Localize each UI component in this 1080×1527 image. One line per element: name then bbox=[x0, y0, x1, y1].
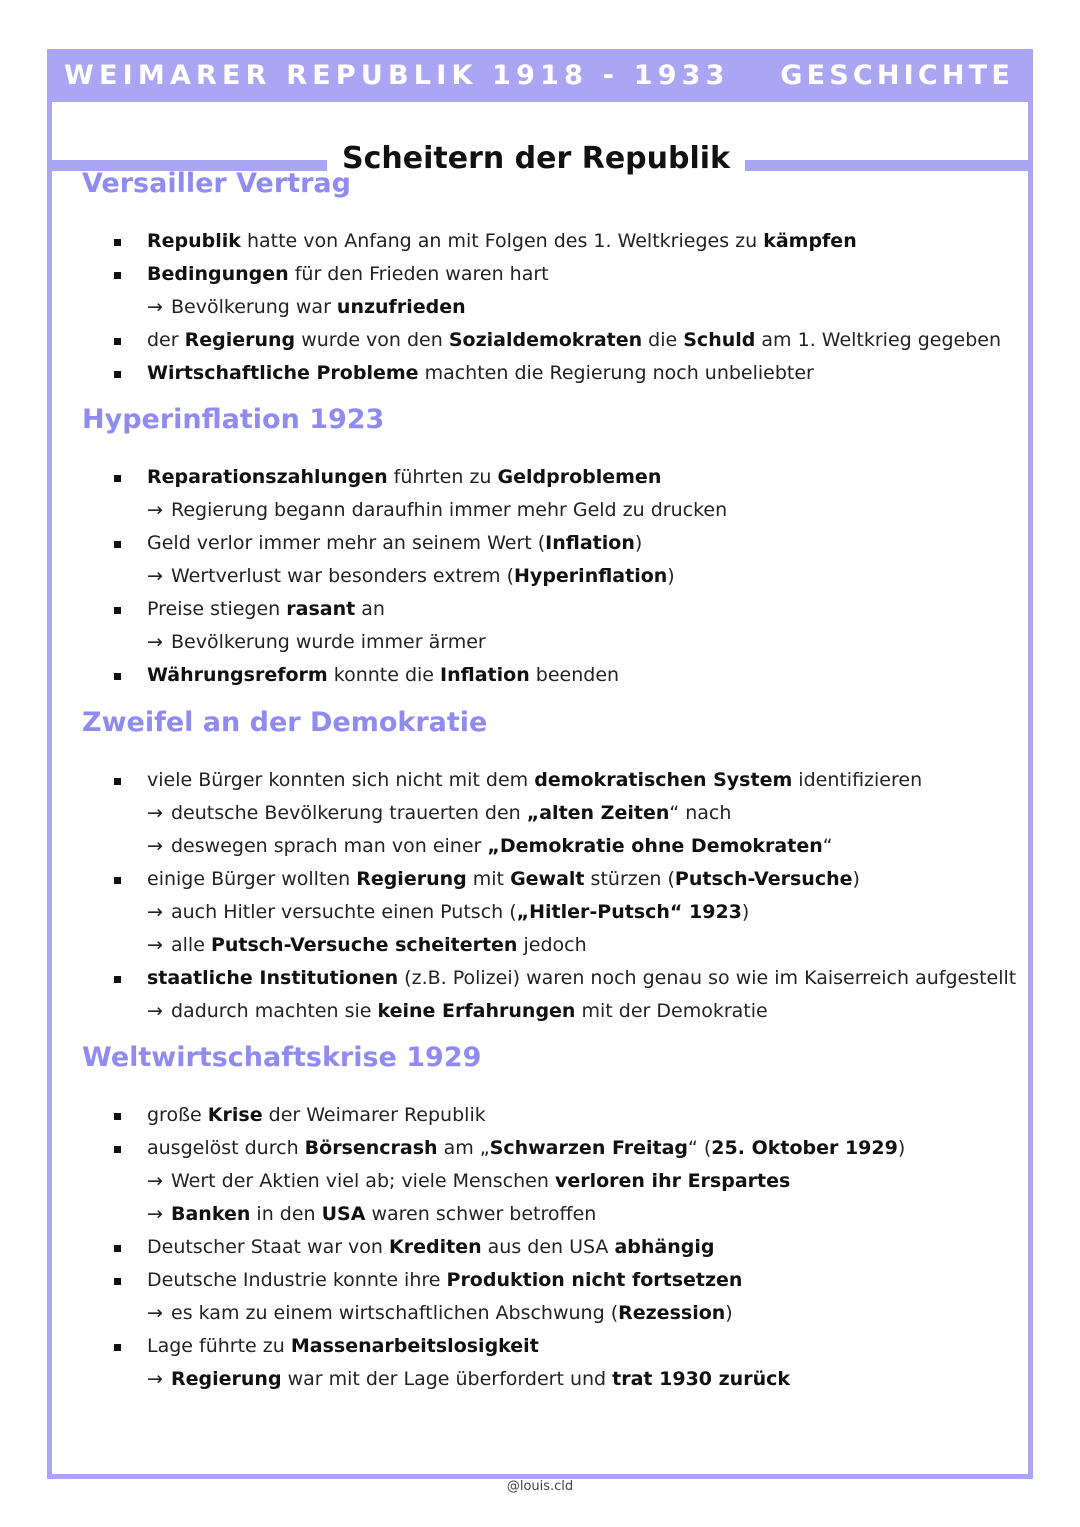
bold-text: USA bbox=[321, 1203, 366, 1225]
bullet-item bbox=[147, 966, 1016, 990]
bold-text: trat 1930 zurück bbox=[612, 1368, 791, 1390]
arrow-right-icon: → bbox=[147, 835, 163, 857]
bold-text: demokratischen System bbox=[534, 769, 793, 791]
text: jedoch bbox=[517, 934, 587, 956]
bold-text: „Hitler-Putsch“ 1923 bbox=[516, 901, 742, 923]
sub-item bbox=[147, 498, 727, 522]
bullet-marker bbox=[114, 1113, 121, 1120]
bullet-item bbox=[147, 361, 814, 385]
bold-text: Geldproblemen bbox=[497, 466, 662, 488]
bold-text: Hyperinflation bbox=[514, 565, 668, 587]
text: Bevölkerung wurde immer ärmer bbox=[171, 631, 486, 653]
arrow-right-icon: → bbox=[147, 934, 163, 956]
bold-text: Republik bbox=[147, 230, 241, 252]
text: ) bbox=[897, 1137, 906, 1159]
bullet-item bbox=[147, 597, 385, 621]
sub-item bbox=[147, 1169, 790, 1193]
bullet-marker bbox=[114, 272, 121, 279]
sub-item bbox=[147, 900, 749, 924]
text: deutsche Bevölkerung trauerten den bbox=[171, 802, 527, 824]
sub-item bbox=[147, 933, 587, 957]
bullet-marker bbox=[114, 778, 121, 785]
text: in den bbox=[250, 1203, 322, 1225]
text: Deutsche Industrie konnte ihre bbox=[147, 1269, 447, 1291]
bullet-marker bbox=[114, 607, 121, 614]
bold-text: Gewalt bbox=[510, 868, 585, 890]
sub-item bbox=[147, 630, 486, 654]
arrow-right-icon: → bbox=[147, 499, 163, 521]
text: identifizieren bbox=[792, 769, 923, 791]
page-title: Scheitern der Republik bbox=[342, 141, 730, 176]
bullet-item bbox=[147, 867, 860, 891]
bold-text: 25. Oktober 1929 bbox=[711, 1137, 898, 1159]
bullet-item bbox=[147, 262, 549, 286]
header-left-title: WEIMARER REPUBLIK 1918 - 1933 bbox=[64, 60, 730, 91]
bullet-item bbox=[147, 663, 619, 687]
text: war mit der Lage überfordert und bbox=[281, 1368, 613, 1390]
sub-item bbox=[147, 1301, 733, 1325]
text: ) bbox=[741, 901, 750, 923]
bullet-item bbox=[147, 1235, 714, 1259]
text: Lage führte zu bbox=[147, 1335, 291, 1357]
arrow-right-icon: → bbox=[147, 296, 163, 318]
text: stürzen ( bbox=[584, 868, 675, 890]
bold-text: Putsch-Versuche bbox=[674, 868, 853, 890]
bullet-item bbox=[147, 229, 857, 253]
arrow-right-icon: → bbox=[147, 565, 163, 587]
text: “ bbox=[822, 835, 833, 857]
bold-text: Währungsreform bbox=[147, 664, 328, 686]
bullet-marker bbox=[114, 877, 121, 884]
bold-text: Banken bbox=[171, 1203, 251, 1225]
bullet-marker bbox=[114, 371, 121, 378]
text: Wertverlust war besonders extrem ( bbox=[171, 565, 515, 587]
text: waren schwer betroffen bbox=[365, 1203, 597, 1225]
bold-text: verloren ihr Erspartes bbox=[554, 1170, 791, 1192]
bold-text: Regierung bbox=[171, 1368, 282, 1390]
bold-text: Regierung bbox=[184, 329, 296, 351]
bullet-marker bbox=[114, 541, 121, 548]
bold-text: Schwarzen Freitag bbox=[489, 1137, 688, 1159]
sub-item bbox=[147, 801, 731, 825]
text: führten zu bbox=[387, 466, 498, 488]
bold-text: Krise bbox=[207, 1104, 263, 1126]
bold-text: Regierung bbox=[356, 868, 467, 890]
bold-text: Schuld bbox=[683, 329, 756, 351]
bullet-item bbox=[147, 1136, 905, 1160]
arrow-right-icon: → bbox=[147, 631, 163, 653]
section-heading: Versailler Vertrag bbox=[82, 168, 351, 199]
text: es kam zu einem wirtschaftlichen Abschwung ( bbox=[171, 1302, 619, 1324]
text: mit der Demokratie bbox=[575, 1000, 768, 1022]
bullet-marker bbox=[114, 1146, 121, 1153]
text: alle bbox=[171, 934, 211, 956]
bullet-item bbox=[147, 1103, 486, 1127]
text: ) bbox=[634, 532, 643, 554]
text: Bevölkerung war bbox=[171, 296, 337, 318]
bullet-item bbox=[147, 328, 1001, 352]
text: deswegen sprach man von einer bbox=[171, 835, 488, 857]
text: hatte von Anfang an mit Folgen des 1. Weltkrieges zu bbox=[240, 230, 764, 252]
text: machten die Regierung noch unbeliebter bbox=[418, 362, 814, 384]
sub-item bbox=[147, 999, 768, 1023]
bullet-marker bbox=[114, 976, 121, 983]
bold-text: kämpfen bbox=[763, 230, 857, 252]
text: die bbox=[642, 329, 684, 351]
text: ausgelöst durch bbox=[147, 1137, 305, 1159]
bold-text: Inflation bbox=[440, 664, 530, 686]
text: einige Bürger wollten bbox=[147, 868, 357, 890]
text: “ ( bbox=[688, 1137, 712, 1159]
bold-text: Sozialdemokraten bbox=[448, 329, 643, 351]
bold-text: Reparationszahlungen bbox=[147, 466, 388, 488]
text: dadurch machten sie bbox=[171, 1000, 378, 1022]
text: Geld verlor immer mehr an seinem Wert ( bbox=[147, 532, 546, 554]
bullet-marker bbox=[114, 239, 121, 246]
sub-item bbox=[147, 295, 466, 319]
text: am 1. Weltkrieg gegeben bbox=[755, 329, 1002, 351]
bullet-marker bbox=[114, 673, 121, 680]
bullet-marker bbox=[114, 1344, 121, 1351]
bullet-item bbox=[147, 768, 922, 792]
bold-text: „Demokratie ohne Demokraten bbox=[487, 835, 823, 857]
bold-text: Putsch-Versuche scheiterten bbox=[210, 934, 518, 956]
section-heading: Hyperinflation 1923 bbox=[82, 404, 385, 435]
text: viele Bürger konnten sich nicht mit dem bbox=[147, 769, 535, 791]
page-frame bbox=[47, 49, 1033, 1479]
text: Preise stiegen bbox=[147, 598, 287, 620]
text: ) bbox=[725, 1302, 733, 1324]
text: konnte die bbox=[327, 664, 441, 686]
bold-text: Börsencrash bbox=[304, 1137, 438, 1159]
bold-text: Bedingungen bbox=[147, 263, 289, 285]
bold-text: Massenarbeitslosigkeit bbox=[290, 1335, 539, 1357]
arrow-right-icon: → bbox=[147, 1000, 163, 1022]
bullet-marker bbox=[114, 338, 121, 345]
footer-credit: @louis.cld bbox=[506, 1479, 574, 1494]
bold-text: Rezession bbox=[618, 1302, 726, 1324]
text: für den Frieden waren hart bbox=[288, 263, 549, 285]
sub-item bbox=[147, 1367, 790, 1391]
bullet-item bbox=[147, 1268, 742, 1292]
bullet-item bbox=[147, 465, 661, 489]
bold-text: Inflation bbox=[545, 532, 635, 554]
text: mit bbox=[466, 868, 511, 890]
bold-text: staatliche Institutionen bbox=[147, 967, 399, 989]
text: beenden bbox=[529, 664, 620, 686]
sub-item bbox=[147, 1202, 596, 1226]
text: auch Hitler versuchte einen Putsch ( bbox=[171, 901, 517, 923]
arrow-right-icon: → bbox=[147, 1302, 163, 1324]
arrow-right-icon: → bbox=[147, 802, 163, 824]
text: Wert der Aktien viel ab; viele Menschen bbox=[171, 1170, 555, 1192]
text: große bbox=[147, 1104, 208, 1126]
text: aus den USA bbox=[481, 1236, 615, 1258]
sub-item bbox=[147, 564, 675, 588]
text: Deutscher Staat war von bbox=[147, 1236, 390, 1258]
text: der bbox=[147, 329, 185, 351]
text: ) bbox=[667, 565, 675, 587]
bold-text: unzufrieden bbox=[336, 296, 466, 318]
bold-text: „alten Zeiten bbox=[526, 802, 670, 824]
bullet-item bbox=[147, 531, 642, 555]
text: der Weimarer Republik bbox=[262, 1104, 486, 1126]
bold-text: Produktion nicht fortsetzen bbox=[446, 1269, 743, 1291]
bold-text: rasant bbox=[286, 598, 356, 620]
title-rule-right bbox=[745, 160, 1028, 171]
bold-text: Wirtschaftliche Probleme bbox=[147, 362, 419, 384]
text: (z.B. Polizei) waren noch genau so wie im Kaiserreich aufgestellt bbox=[398, 967, 1017, 989]
arrow-right-icon: → bbox=[147, 1203, 163, 1225]
section-heading: Zweifel an der Demokratie bbox=[82, 707, 488, 738]
header-bar bbox=[52, 54, 1028, 102]
header-right-title: GESCHICHTE bbox=[780, 60, 1014, 91]
arrow-right-icon: → bbox=[147, 901, 163, 923]
bullet-marker bbox=[114, 1278, 121, 1285]
arrow-right-icon: → bbox=[147, 1368, 163, 1390]
bold-text: abhängig bbox=[614, 1236, 715, 1258]
bold-text: Krediten bbox=[389, 1236, 482, 1258]
text: an bbox=[355, 598, 385, 620]
arrow-right-icon: → bbox=[147, 1170, 163, 1192]
bullet-marker bbox=[114, 1245, 121, 1252]
sub-item bbox=[147, 834, 833, 858]
text: ) bbox=[852, 868, 860, 890]
bullet-item bbox=[147, 1334, 539, 1358]
section-heading: Weltwirtschaftskrise 1929 bbox=[82, 1042, 482, 1073]
text: “ nach bbox=[669, 802, 732, 824]
text: wurde von den bbox=[295, 329, 449, 351]
text: am „ bbox=[437, 1137, 490, 1159]
text: Regierung begann daraufhin immer mehr Geld zu drucken bbox=[171, 499, 728, 521]
bullet-marker bbox=[114, 475, 121, 482]
bold-text: keine Erfahrungen bbox=[377, 1000, 576, 1022]
